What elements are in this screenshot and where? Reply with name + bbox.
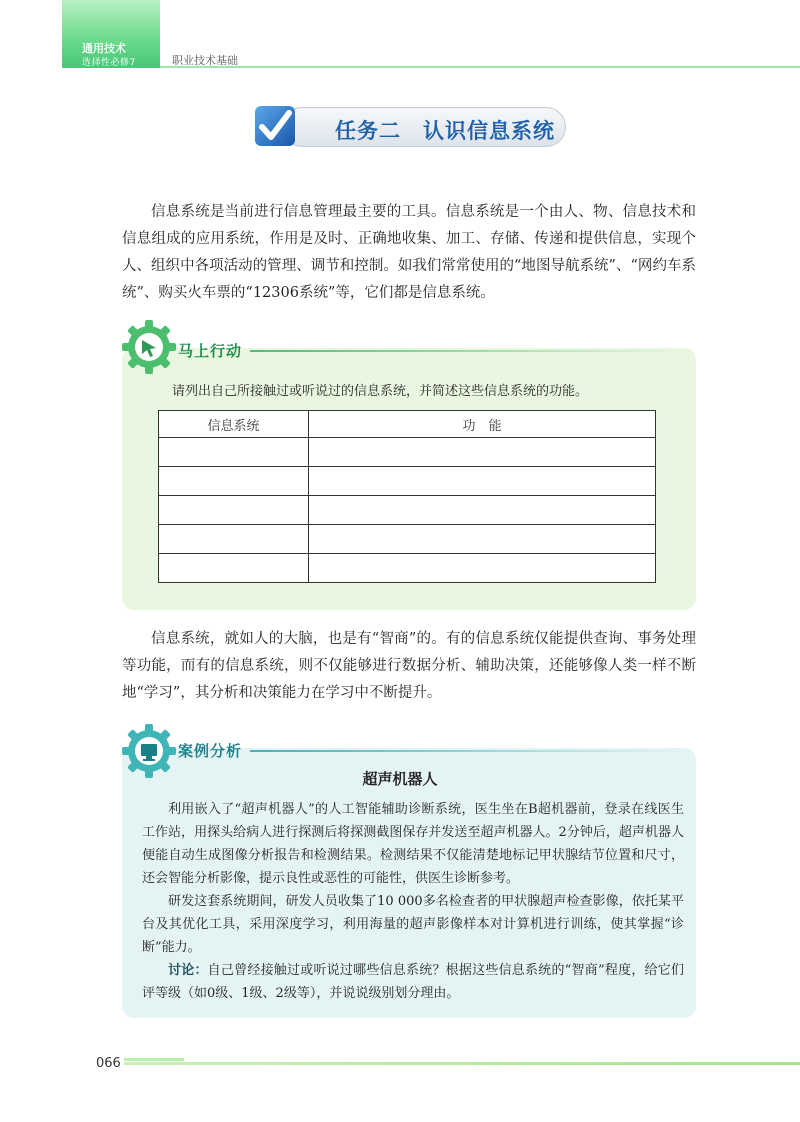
table-row <box>159 467 656 496</box>
intro-paragraph: 信息系统是当前进行信息管理最主要的工具。信息系统是一个由人、物、信息技术和信息组成的应用系统，作用是及时、正确地收集、加工、存储、传递和提供信息，实现个人、组织中各项活动的管理、调节和控制。如我们常常使用的“地图导航系统”、“网约车系统”、购买火车票的“12306系统”等，它们都是信息系统。 <box>122 204 696 301</box>
checkmark-icon <box>252 103 298 149</box>
task-title: 任务二 认识信息系统 <box>335 119 555 143</box>
gear-icon <box>120 318 178 376</box>
table-row <box>159 554 656 583</box>
series-subtitle: 选择性必修7 <box>82 58 136 68</box>
discussion-text: 自己曾经接触过或听说过哪些信息系统？根据这些信息系统的“智商”程度，给它们评等级（如0级、1级、2级等），并说说级别划分理由。 <box>142 963 684 1001</box>
task-banner <box>252 103 567 149</box>
table-row <box>159 525 656 554</box>
table-row <box>159 438 656 467</box>
case-paragraph-2: 研发这套系统期间，研发人员收集了10 000多名检查者的甲状腺超声检查影像，依托某平台及其优化工具，采用深度学习，利用海量的超声影像样本对计算机进行训练，使其掌握“诊断”能力。 <box>142 894 684 955</box>
table-header-row <box>159 411 656 438</box>
table-cell[interactable] <box>309 467 656 496</box>
activity-table <box>158 410 656 583</box>
table-cell[interactable] <box>159 554 309 583</box>
case-analysis-label-line <box>250 750 686 752</box>
page-number: 066 <box>96 1056 121 1071</box>
table-cell[interactable] <box>159 496 309 525</box>
table-cell[interactable] <box>159 467 309 496</box>
table-cell[interactable] <box>309 554 656 583</box>
table-cell[interactable] <box>309 496 656 525</box>
body-paragraph-2: 信息系统，就如人的大脑，也是有“智商”的。有的信息系统仅能提供查询、事务处理等功能，而有的信息系统，则不仅能够进行数据分析、辅助决策，还能够像人类一样不断地“学习”，其分析和决策能力在学习中不断提升。 <box>122 631 696 701</box>
task-pill <box>282 107 566 147</box>
case-title: 超声机器人 <box>362 770 438 788</box>
footer-accent <box>124 1058 184 1061</box>
activity-instruction: 请列出自己所接触过或听说过的信息系统，并简述这些信息系统的功能。 <box>172 384 589 399</box>
book-title: 职业技术基础 <box>172 54 238 67</box>
header-divider <box>160 66 800 68</box>
column-header-function: 功 能 <box>309 411 656 438</box>
footer-divider <box>124 1062 800 1065</box>
discussion-lead: 讨论： <box>168 963 208 978</box>
table-cell[interactable] <box>159 438 309 467</box>
table-cell[interactable] <box>309 438 656 467</box>
column-header-system: 信息系统 <box>159 411 309 438</box>
activity-label-line <box>250 350 686 352</box>
series-title: 通用技术 <box>82 42 126 55</box>
table-row <box>159 496 656 525</box>
case-paragraph-1: 利用嵌入了“超声机器人”的人工智能辅助诊断系统，医生坐在B超机器前，登录在线医生工作站，用探头给病人进行探测后将探测截图保存并发送至超声机器人。2分钟后，超声机器人便能自动生成图像分析报告和检测结果。检测结果不仅能清楚地标记甲状腺结节位置和尺寸，还会智能分析影像，提示良性或恶性的可能性，供医生诊断参考。 <box>142 802 684 886</box>
case-analysis-label: 案例分析 <box>178 742 243 760</box>
case-discussion <box>142 959 684 1005</box>
table-cell[interactable] <box>309 525 656 554</box>
table-cell[interactable] <box>159 525 309 554</box>
activity-label: 马上行动 <box>178 342 243 360</box>
